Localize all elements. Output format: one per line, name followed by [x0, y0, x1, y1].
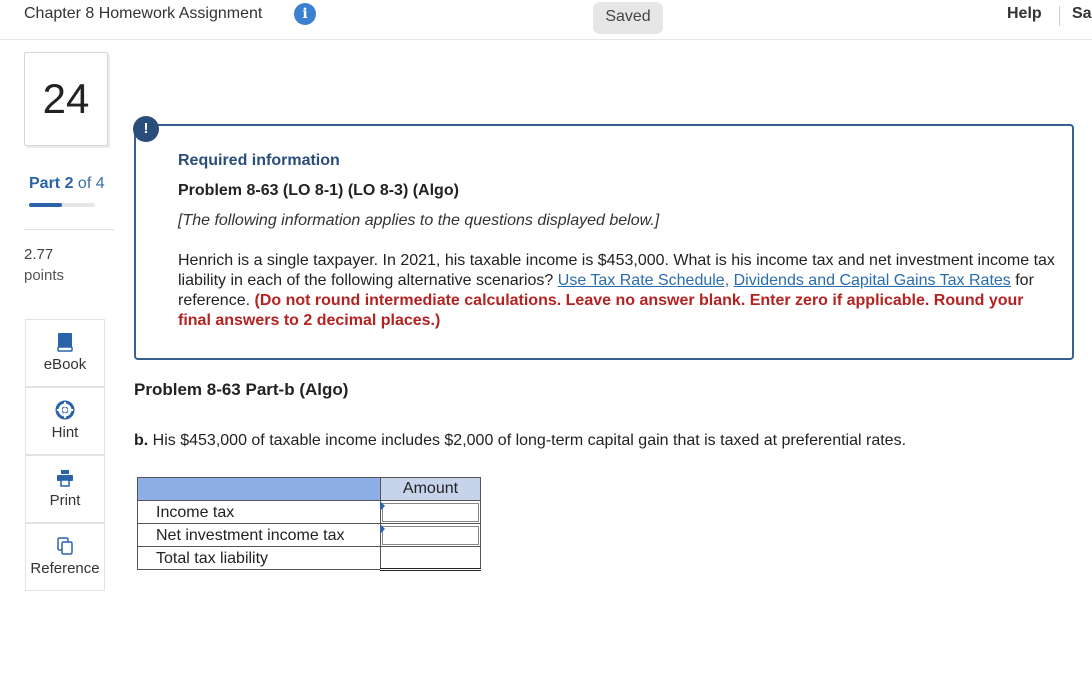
question-number: 24 — [42, 75, 90, 122]
table-row — [138, 547, 481, 570]
table-row — [138, 501, 481, 524]
part-current: Part 2 — [29, 175, 74, 192]
niit-cell — [381, 524, 481, 547]
printer-icon — [26, 468, 104, 488]
description-text: Henrich is a single taxpayer. In 2021, his taxable income is $453,000. What is his income tax and net investment income tax liability in each of the following alternative scenarios? — [178, 252, 1055, 289]
copy-icon — [26, 536, 104, 556]
header-divider — [1059, 6, 1060, 26]
income-tax-cell — [381, 501, 481, 524]
question-text — [134, 431, 906, 450]
question-body: His $453,000 of taxable income includes $2,000 of long-term capital gain that is taxed at preferential rates. — [152, 432, 907, 449]
rail-divider — [24, 229, 114, 230]
niit-input[interactable] — [382, 526, 479, 545]
points-value: 2.77 — [24, 246, 54, 263]
total-tax-value — [381, 547, 481, 570]
table-header-blank — [138, 478, 381, 501]
hint-label: Hint — [51, 424, 79, 441]
top-bar — [0, 0, 1092, 40]
print-button[interactable] — [25, 455, 105, 523]
saved-status-badge: Saved — [593, 2, 663, 34]
tax-rate-schedule-link[interactable]: Use Tax Rate Schedule, — [557, 272, 730, 289]
part-progress-bar — [29, 203, 95, 207]
reference-label: Reference — [30, 560, 100, 577]
amount-column-header: Amount — [381, 478, 481, 501]
save-exit-button[interactable]: Sa — [1072, 5, 1092, 22]
rounding-instructions: (Do not round intermediate calculations. Leave no answer blank. Enter zero if applicable. Round your final answers to 2 decimal places.) — [178, 292, 1024, 329]
part-title: Problem 8-63 Part-b (Algo) — [134, 380, 349, 399]
niit-label: Net investment income tax — [138, 524, 381, 547]
input-marker-icon — [380, 501, 385, 511]
income-tax-label: Income tax — [138, 501, 381, 524]
problem-title: Problem 8-63 (LO 8-1) (LO 8-3) (Algo) — [178, 182, 459, 199]
ebook-button[interactable] — [25, 319, 105, 387]
answer-table — [137, 477, 481, 571]
hint-button[interactable] — [25, 387, 105, 455]
applies-note: [The following information applies to the questions displayed below.] — [178, 212, 660, 229]
assignment-title: Chapter 8 Homework Assignment — [24, 5, 263, 22]
dividends-capital-gains-link[interactable]: Dividends and Capital Gains Tax Rates — [733, 272, 1011, 289]
print-label: Print — [49, 492, 81, 509]
book-icon — [26, 332, 104, 352]
part-indicator — [29, 175, 105, 193]
required-info-title: Required information — [178, 152, 340, 169]
reference-button[interactable] — [25, 523, 105, 591]
reference-text: for reference. — [178, 272, 1034, 309]
ebook-label: eBook — [43, 356, 87, 373]
question-prefix: b. — [134, 432, 149, 449]
table-header-row — [138, 478, 481, 501]
question-number-card[interactable] — [24, 52, 108, 146]
points-label: points — [24, 267, 65, 284]
lifebuoy-icon — [26, 400, 104, 420]
info-icon[interactable]: i — [294, 3, 316, 25]
income-tax-input[interactable] — [382, 503, 479, 522]
table-row — [138, 524, 481, 547]
help-button[interactable]: Help — [1007, 5, 1042, 22]
alert-icon: ! — [133, 116, 159, 142]
problem-description — [178, 251, 1058, 331]
total-tax-label: Total tax liability — [138, 547, 381, 570]
part-progress-fill — [29, 203, 62, 207]
input-marker-icon — [380, 524, 385, 534]
part-total: of 4 — [77, 175, 105, 192]
